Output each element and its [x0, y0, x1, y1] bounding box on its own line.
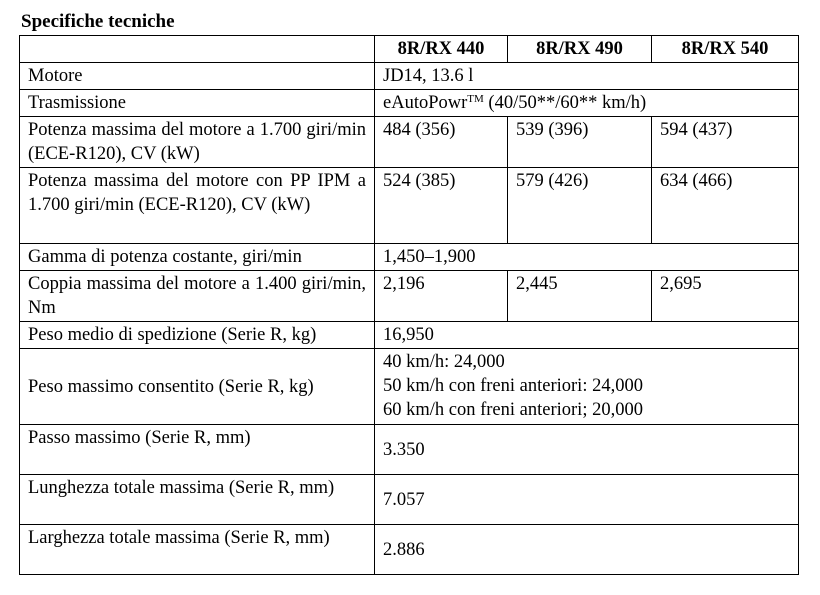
row-label-motore: Motore: [20, 63, 375, 90]
value-lunghezza: 7.057: [375, 475, 799, 525]
value-peso-medio: 16,950: [375, 322, 799, 349]
value-passo: 3.350: [375, 425, 799, 475]
row-label-coppia: Coppia massima del motore a 1.400 giri/min, Nm: [20, 271, 375, 322]
value-coppia-440: 2,196: [375, 271, 508, 322]
value-motore: JD14, 13.6 l: [375, 63, 799, 90]
table-row: [20, 244, 799, 271]
value-coppia-490: 2,445: [508, 271, 652, 322]
table-row: [20, 349, 799, 425]
row-label-gamma: Gamma di potenza costante, giri/min: [20, 244, 375, 271]
value-coppia-540: 2,695: [652, 271, 799, 322]
peso-max-line: 40 km/h: 24,000: [383, 352, 505, 372]
row-label-lunghezza: Lunghezza totale massima (Serie R, mm): [20, 475, 375, 525]
row-label-peso-medio: Peso medio di spedizione (Serie R, kg): [20, 322, 375, 349]
value-potenza-pp-490: 579 (426): [508, 168, 652, 244]
row-label-peso-max: Peso massimo consentito (Serie R, kg): [20, 349, 375, 425]
header-cell-490: 8R/RX 490: [508, 36, 652, 63]
table-row: [20, 525, 799, 575]
row-label-potenza: Potenza massima del motore a 1.700 giri/min (ECE-R120), CV (kW): [20, 117, 375, 168]
value-potenza-pp-540: 634 (466): [652, 168, 799, 244]
table-row: [20, 322, 799, 349]
table-row: [20, 475, 799, 525]
table-row: [20, 90, 799, 117]
value-potenza-540: 594 (437): [652, 117, 799, 168]
table-row: [20, 168, 799, 244]
table-row: [20, 271, 799, 322]
peso-max-line: 50 km/h con freni anteriori: 24,000: [383, 376, 643, 396]
row-label-trasmissione: Trasmissione: [20, 90, 375, 117]
row-label-larghezza: Larghezza totale massima (Serie R, mm): [20, 525, 375, 575]
table-row: [20, 425, 799, 475]
table-header-row: [20, 36, 799, 63]
document-title: Specifiche tecniche: [21, 11, 175, 32]
table-row: [20, 63, 799, 90]
header-cell-540: 8R/RX 540: [652, 36, 799, 63]
value-larghezza: 2.886: [375, 525, 799, 575]
value-trasmissione: [375, 90, 799, 117]
value-gamma: 1,450–1,900: [375, 244, 799, 271]
trasmissione-name: eAutoPowr: [383, 93, 468, 113]
header-cell-empty: [20, 36, 375, 63]
header-cell-440: 8R/RX 440: [375, 36, 508, 63]
value-potenza-440: 484 (356): [375, 117, 508, 168]
value-potenza-490: 539 (396): [508, 117, 652, 168]
trademark-sup: TM: [467, 93, 484, 105]
row-label-passo: Passo massimo (Serie R, mm): [20, 425, 375, 475]
value-peso-max: [375, 349, 799, 425]
table-row: [20, 117, 799, 168]
specs-table: [19, 35, 799, 575]
value-potenza-pp-440: 524 (385): [375, 168, 508, 244]
trasmissione-speeds: (40/50**/60** km/h): [483, 93, 647, 113]
row-label-potenza-pp: Potenza massima del motore con PP IPM a 1.700 giri/min (ECE-R120), CV (kW): [20, 168, 375, 244]
peso-max-line: 60 km/h con freni anteriori; 20,000: [383, 400, 643, 420]
